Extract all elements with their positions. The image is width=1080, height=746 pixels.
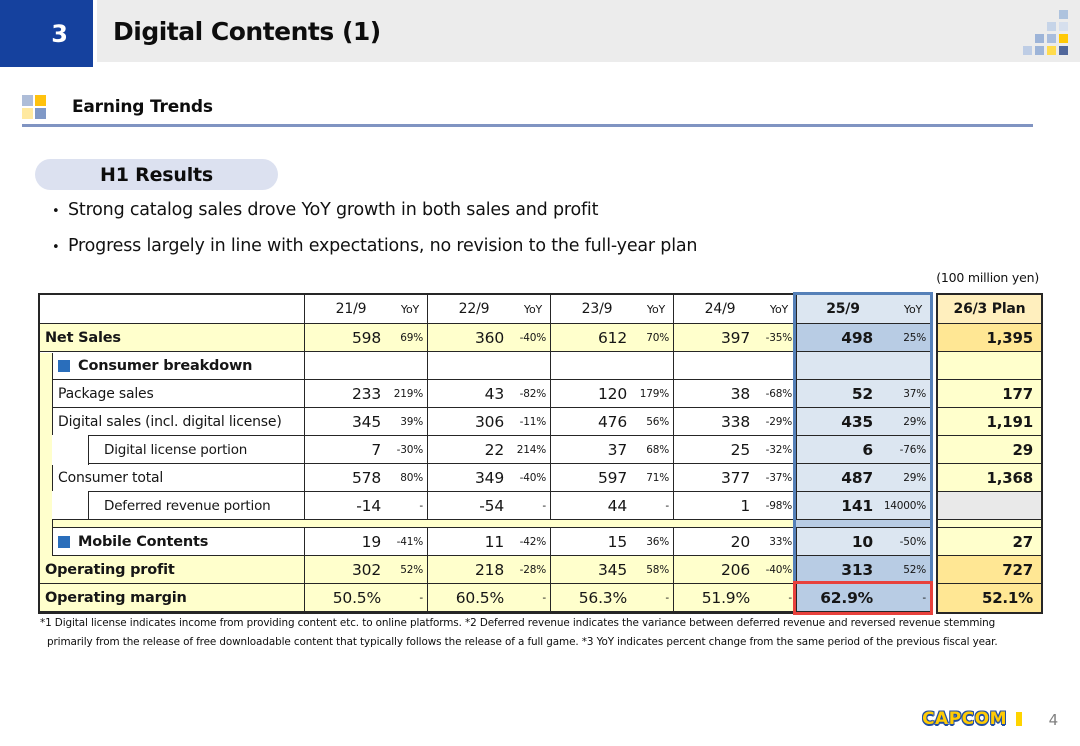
- badge-label: H1 Results: [100, 163, 213, 186]
- value-pair-cell: [550, 380, 673, 407]
- yoy-value: 14000%: [883, 499, 926, 512]
- header-label-cell: [40, 295, 304, 323]
- plan-value-cell: [938, 352, 1041, 380]
- value-pair-cell: [796, 492, 930, 519]
- table-row: [40, 380, 930, 408]
- footnote-line-2: primarily from the release of free downloadable content that typically follows the release of a full game. *3 YoY indicates percent change from the same period of the previous fiscal year.: [47, 636, 998, 648]
- yoy-value: -: [419, 499, 423, 512]
- bullet-item: [52, 236, 892, 272]
- period-label: 21/9: [335, 301, 367, 317]
- yoy-value: -29%: [765, 415, 792, 428]
- value-pair-cell: [304, 464, 427, 491]
- value-pair-cell: [427, 436, 550, 463]
- row-label: Net Sales: [45, 329, 121, 346]
- capcom-logo: [922, 709, 1022, 729]
- value: 37: [607, 440, 627, 459]
- yoy-value: -11%: [519, 415, 546, 428]
- row-label-cell: [40, 528, 304, 555]
- period-label: 25/9: [826, 301, 860, 317]
- bullet-list: [52, 200, 892, 272]
- section-heading: [22, 95, 213, 119]
- row-label-cell: [40, 324, 304, 351]
- table-row: [40, 492, 930, 520]
- yoy-label: YoY: [400, 302, 419, 316]
- yoy-value: -42%: [519, 535, 546, 548]
- unit-note: (100 million yen): [936, 270, 1039, 285]
- blue-square-icon: [58, 536, 70, 548]
- yoy-value: 214%: [516, 443, 546, 456]
- yoy-value: 71%: [646, 471, 669, 484]
- value: 20: [730, 532, 750, 551]
- section-number: 3: [51, 19, 68, 48]
- value-pair-cell: [427, 584, 550, 611]
- yoy-value: -50%: [899, 535, 926, 548]
- row-label-cell: [40, 352, 304, 379]
- title-bar: [97, 0, 1080, 62]
- yoy-value: 52%: [903, 563, 926, 576]
- plan-value-cell: 52.1%: [938, 584, 1041, 612]
- page-number: 4: [1048, 711, 1058, 729]
- row-label: Digital license portion: [104, 441, 248, 458]
- row-label: Operating margin: [45, 589, 187, 606]
- yoy-value: 36%: [646, 535, 669, 548]
- yoy-value: 179%: [639, 387, 669, 400]
- plan-value-cell: 29: [938, 436, 1041, 464]
- yoy-value: -30%: [396, 443, 423, 456]
- value: 345: [352, 412, 381, 431]
- plan-value-cell: 27: [938, 528, 1041, 556]
- value: 498: [841, 328, 873, 347]
- value: 6: [862, 440, 873, 459]
- plan-column: [936, 293, 1043, 614]
- plan-value-cell: 177: [938, 380, 1041, 408]
- value-pair-cell: [673, 584, 796, 611]
- value: 10: [851, 532, 873, 551]
- value-pair-cell: [304, 492, 427, 519]
- table-row: [40, 520, 930, 528]
- table-row: [40, 584, 930, 612]
- value: 15: [607, 532, 627, 551]
- value: 44: [607, 496, 627, 515]
- value: 598: [352, 328, 381, 347]
- yoy-label: YoY: [646, 302, 665, 316]
- plan-value-cell: [938, 492, 1041, 520]
- value-pair-cell: [796, 528, 930, 555]
- value-pair-cell: [550, 408, 673, 435]
- value: 11: [484, 532, 504, 551]
- row-label: Digital sales (incl. digital license): [58, 413, 282, 430]
- yoy-value: 52%: [400, 563, 423, 576]
- yoy-value: -40%: [519, 471, 546, 484]
- row-label-cell: [40, 584, 304, 611]
- yoy-value: -98%: [765, 499, 792, 512]
- page-title: Digital Contents (1): [113, 16, 381, 46]
- value: 578: [352, 468, 381, 487]
- value-pair-cell: [304, 352, 427, 379]
- plan-column-rows: [938, 295, 1041, 612]
- value-pair-cell: [427, 352, 550, 379]
- yoy-value: -28%: [519, 563, 546, 576]
- value-pair-cell: [304, 380, 427, 407]
- subrow-inset: [52, 491, 89, 519]
- yoy-value: 33%: [769, 535, 792, 548]
- earnings-table-rows: [40, 295, 930, 612]
- section-underline: [22, 124, 1033, 127]
- section-number-box: [0, 0, 93, 67]
- row-label: Consumer total: [58, 469, 164, 486]
- yoy-value: 29%: [903, 471, 926, 484]
- value-pair-cell: [673, 436, 796, 463]
- value-pair-cell: [673, 520, 796, 527]
- value-pair-cell: [796, 556, 930, 583]
- bullet-text: Progress largely in line with expectations, no revision to the full-year plan: [68, 236, 698, 256]
- row-label: Operating profit: [45, 561, 175, 578]
- value-pair-cell: [673, 380, 796, 407]
- row-label-cell: [40, 520, 304, 527]
- value: 476: [598, 412, 627, 431]
- header-period-cell: [796, 295, 930, 323]
- yoy-value: -76%: [899, 443, 926, 456]
- value: 349: [475, 468, 504, 487]
- yoy-value: -41%: [396, 535, 423, 548]
- value-pair-cell: [427, 528, 550, 555]
- yoy-value: -: [542, 591, 546, 604]
- value-pair-cell: [427, 408, 550, 435]
- yoy-value: -37%: [765, 471, 792, 484]
- row-label: Mobile Contents: [78, 533, 209, 550]
- value-pair-cell: [427, 556, 550, 583]
- yoy-value: 56%: [646, 415, 669, 428]
- row-label-cell: [40, 556, 304, 583]
- period-label: 24/9: [704, 301, 736, 317]
- value-pair-cell: [550, 324, 673, 351]
- plan-value-cell: [938, 520, 1041, 528]
- yoy-value: 219%: [393, 387, 423, 400]
- yoy-label: YoY: [769, 302, 788, 316]
- table-row: [40, 352, 930, 380]
- table-row: [40, 528, 930, 556]
- yoy-value: -: [788, 591, 792, 604]
- value-pair-cell: [550, 584, 673, 611]
- value-pair-cell: [796, 324, 930, 351]
- value: 25: [730, 440, 750, 459]
- capcom-logo-text: CAPCOM: [922, 709, 1007, 729]
- staircase-squares-decoration: [1023, 10, 1073, 60]
- yoy-value: -: [419, 591, 423, 604]
- value: 233: [352, 384, 381, 403]
- period-label: 22/9: [458, 301, 490, 317]
- value: 38: [730, 384, 750, 403]
- yoy-value: 70%: [646, 331, 669, 344]
- logo-bar-icon: [1016, 712, 1022, 726]
- value-pair-cell: [796, 352, 930, 379]
- row-label-cell: [40, 380, 304, 407]
- value-pair-cell: [304, 556, 427, 583]
- value: 306: [475, 412, 504, 431]
- value: 377: [721, 468, 750, 487]
- yoy-value: 29%: [903, 415, 926, 428]
- plan-value-cell: 727: [938, 556, 1041, 584]
- value: -54: [479, 496, 504, 515]
- yoy-value: -: [922, 591, 926, 604]
- value-pair-cell: [304, 408, 427, 435]
- value-pair-cell: [427, 380, 550, 407]
- value: 345: [598, 560, 627, 579]
- yoy-value: -: [542, 499, 546, 512]
- row-label-cell: [40, 464, 304, 491]
- yoy-value: 58%: [646, 563, 669, 576]
- value: 56.3%: [578, 588, 627, 607]
- value: 1: [740, 496, 750, 515]
- value-pair-cell: [550, 520, 673, 527]
- row-label-cell: [40, 408, 304, 435]
- yoy-value: 80%: [400, 471, 423, 484]
- header-period-cell: [304, 295, 427, 323]
- yoy-value: -: [665, 591, 669, 604]
- value-pair-cell: [427, 520, 550, 527]
- value-pair-cell: [427, 464, 550, 491]
- value: 612: [598, 328, 627, 347]
- subrow-inset: [52, 435, 89, 465]
- header-period-cell: [550, 295, 673, 323]
- value: 487: [841, 468, 873, 487]
- table-row: [40, 556, 930, 584]
- row-label: Package sales: [58, 385, 154, 402]
- bullet-item: [52, 200, 892, 236]
- yoy-value: 68%: [646, 443, 669, 456]
- value-pair-cell: [796, 520, 930, 527]
- table-row: [40, 464, 930, 492]
- value-pair-cell: [796, 436, 930, 463]
- value: 7: [371, 440, 381, 459]
- value-pair-cell: [427, 324, 550, 351]
- value-pair-cell: [550, 492, 673, 519]
- value: 22: [484, 440, 504, 459]
- value-pair-cell: [673, 464, 796, 491]
- value-pair-cell: [673, 556, 796, 583]
- value: 52: [851, 384, 873, 403]
- yoy-value: -40%: [519, 331, 546, 344]
- value: 50.5%: [332, 588, 381, 607]
- yoy-value: 37%: [903, 387, 926, 400]
- yoy-value: -40%: [765, 563, 792, 576]
- value-pair-cell: [304, 520, 427, 527]
- table-row: [40, 436, 930, 464]
- row-label: Deferred revenue portion: [104, 497, 271, 514]
- row-label: Consumer breakdown: [78, 357, 253, 374]
- section-heading-label: Earning Trends: [72, 97, 213, 117]
- plan-value-cell: 1,191: [938, 408, 1041, 436]
- value-pair-cell: [304, 324, 427, 351]
- value: 141: [841, 496, 873, 515]
- value: 313: [841, 560, 873, 579]
- value-pair-cell: [304, 436, 427, 463]
- value-pair-cell: [304, 584, 427, 611]
- value: 206: [721, 560, 750, 579]
- value: 435: [841, 412, 873, 431]
- value-pair-cell: [796, 380, 930, 407]
- yoy-value: -68%: [765, 387, 792, 400]
- yoy-value: 69%: [400, 331, 423, 344]
- value: 302: [352, 560, 381, 579]
- value: 360: [475, 328, 504, 347]
- bullet-icon: •: [52, 204, 60, 219]
- value-pair-cell: [550, 352, 673, 379]
- value-pair-cell: [550, 464, 673, 491]
- yoy-value: 39%: [400, 415, 423, 428]
- value-pair-cell: [550, 528, 673, 555]
- h1-results-badge: [35, 159, 278, 190]
- yoy-value: 25%: [903, 331, 926, 344]
- value-pair-cell: [796, 584, 930, 611]
- value-pair-cell: [796, 408, 930, 435]
- value: -14: [356, 496, 381, 515]
- yoy-label: YoY: [523, 302, 542, 316]
- value-pair-cell: [550, 436, 673, 463]
- value: 120: [598, 384, 627, 403]
- table-row: [40, 408, 930, 436]
- value-pair-cell: [673, 528, 796, 555]
- value: 397: [721, 328, 750, 347]
- value: 60.5%: [455, 588, 504, 607]
- table-header-row: [40, 295, 930, 324]
- yoy-label: YoY: [903, 302, 922, 316]
- four-squares-icon: [22, 95, 46, 119]
- value-pair-cell: [427, 492, 550, 519]
- bullet-icon: •: [52, 240, 60, 255]
- plan-header-cell: 26/3 Plan: [938, 295, 1041, 324]
- table-row: [40, 324, 930, 352]
- yoy-value: -35%: [765, 331, 792, 344]
- value: 218: [475, 560, 504, 579]
- header-period-cell: [427, 295, 550, 323]
- value-pair-cell: [673, 492, 796, 519]
- plan-value-cell: 1,368: [938, 464, 1041, 492]
- value: 597: [598, 468, 627, 487]
- value: 43: [484, 384, 504, 403]
- period-label: 23/9: [581, 301, 613, 317]
- value-pair-cell: [673, 352, 796, 379]
- value: 62.9%: [820, 588, 873, 607]
- footnote-line-1: *1 Digital license indicates income from providing content etc. to online platforms. *2 Deferred revenue indicates the variance between deferred revenue and reversed revenue stemming: [40, 617, 996, 629]
- value-pair-cell: [673, 408, 796, 435]
- value: 338: [721, 412, 750, 431]
- plan-value-cell: 1,395: [938, 324, 1041, 352]
- header-period-cell: [673, 295, 796, 323]
- yoy-value: -82%: [519, 387, 546, 400]
- yoy-value: -32%: [765, 443, 792, 456]
- blue-square-icon: [58, 360, 70, 372]
- value: 51.9%: [701, 588, 750, 607]
- bullet-text: Strong catalog sales drove YoY growth in both sales and profit: [68, 200, 599, 220]
- value-pair-cell: [550, 556, 673, 583]
- earnings-table: [38, 293, 932, 614]
- yoy-value: -: [665, 499, 669, 512]
- value-pair-cell: [304, 528, 427, 555]
- value-pair-cell: [673, 324, 796, 351]
- value: 19: [361, 532, 381, 551]
- value-pair-cell: [796, 464, 930, 491]
